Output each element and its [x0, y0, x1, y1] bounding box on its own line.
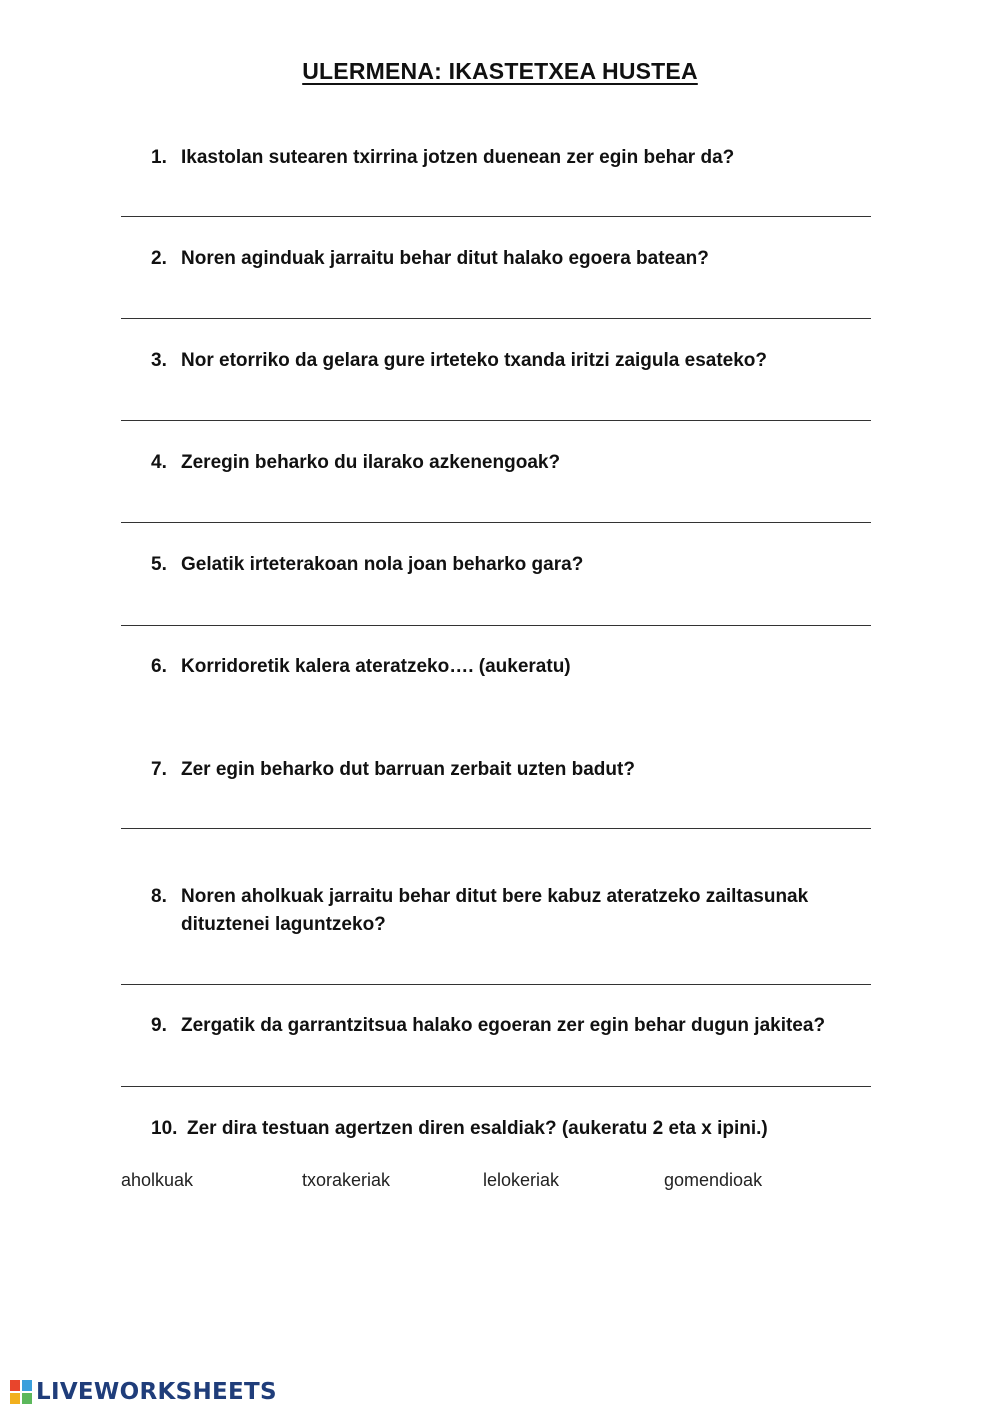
- question-1: [151, 144, 881, 172]
- question-5: [151, 551, 881, 579]
- question-number: 2.: [151, 248, 167, 269]
- question-text: Zer egin beharko dut barruan zerbait uzten badut?: [181, 759, 635, 780]
- question-number: 10.: [151, 1118, 178, 1139]
- question-text: Noren aginduak jarraitu behar ditut halako egoera batean?: [181, 248, 709, 269]
- question-text: Zergatik da garrantzitsua halako egoeran zer egin behar dugun jakitea?: [181, 1015, 826, 1036]
- question-text: Zer dira testuan agertzen diren esaldiak? (aukeratu 2 eta x ipini.): [187, 1118, 768, 1139]
- question-text: Korridoretik kalera ateratzeko…. (aukeratu): [181, 656, 571, 677]
- question-10: [151, 1115, 881, 1143]
- question-3: [151, 347, 881, 375]
- question-number: 8.: [151, 886, 167, 907]
- question-text: Noren aholkuak jarraitu behar ditut bere kabuz ateratzeko zailtasunak dituztenei laguntzeko?: [181, 886, 809, 935]
- answer-line-2[interactable]: [121, 318, 871, 319]
- question-number: 4.: [151, 452, 167, 473]
- answer-line-3[interactable]: [121, 420, 871, 421]
- answer-line-5[interactable]: [121, 625, 871, 626]
- footer-logo: [10, 1379, 277, 1405]
- answer-line-9[interactable]: [121, 1086, 871, 1087]
- question-number: 7.: [151, 759, 167, 780]
- question-text: Nor etorriko da gelara gure irteteko txanda iritzi zaigula esateko?: [181, 350, 768, 371]
- logo-text: LIVEWORKSHEETS: [36, 1379, 277, 1405]
- question-number: 1.: [151, 147, 167, 168]
- question-6[interactable]: [151, 653, 881, 681]
- answer-line-4[interactable]: [121, 522, 871, 523]
- question-text: Gelatik irteterakoan nola joan beharko gara?: [181, 554, 584, 575]
- question-7: [151, 756, 881, 784]
- question-8: [151, 883, 881, 939]
- question-number: 9.: [151, 1015, 167, 1036]
- liveworksheets-logo-icon: [10, 1380, 32, 1404]
- option-txorakeriak[interactable]: txorakeriak: [302, 1170, 391, 1190]
- answer-line-1[interactable]: [121, 216, 871, 217]
- question-number: 6.: [151, 656, 167, 677]
- question-text: Ikastolan sutearen txirrina jotzen duenean zer egin behar da?: [181, 147, 735, 168]
- question-number: 5.: [151, 554, 167, 575]
- option-gomendioak[interactable]: gomendioak: [664, 1170, 763, 1190]
- question-4: [151, 449, 881, 477]
- question-9: [151, 1012, 881, 1040]
- option-lelokeriak[interactable]: lelokeriak: [483, 1170, 560, 1190]
- question-2: [151, 245, 881, 273]
- question-text: Zeregin beharko du ilarako azkenengoak?: [181, 452, 561, 473]
- page-title: ULERMENA: IKASTETXEA HUSTEA: [302, 58, 698, 84]
- answer-line-8[interactable]: [121, 984, 871, 985]
- option-aholkuak[interactable]: aholkuak: [121, 1170, 194, 1190]
- answer-line-7[interactable]: [121, 828, 871, 829]
- question-number: 3.: [151, 350, 167, 371]
